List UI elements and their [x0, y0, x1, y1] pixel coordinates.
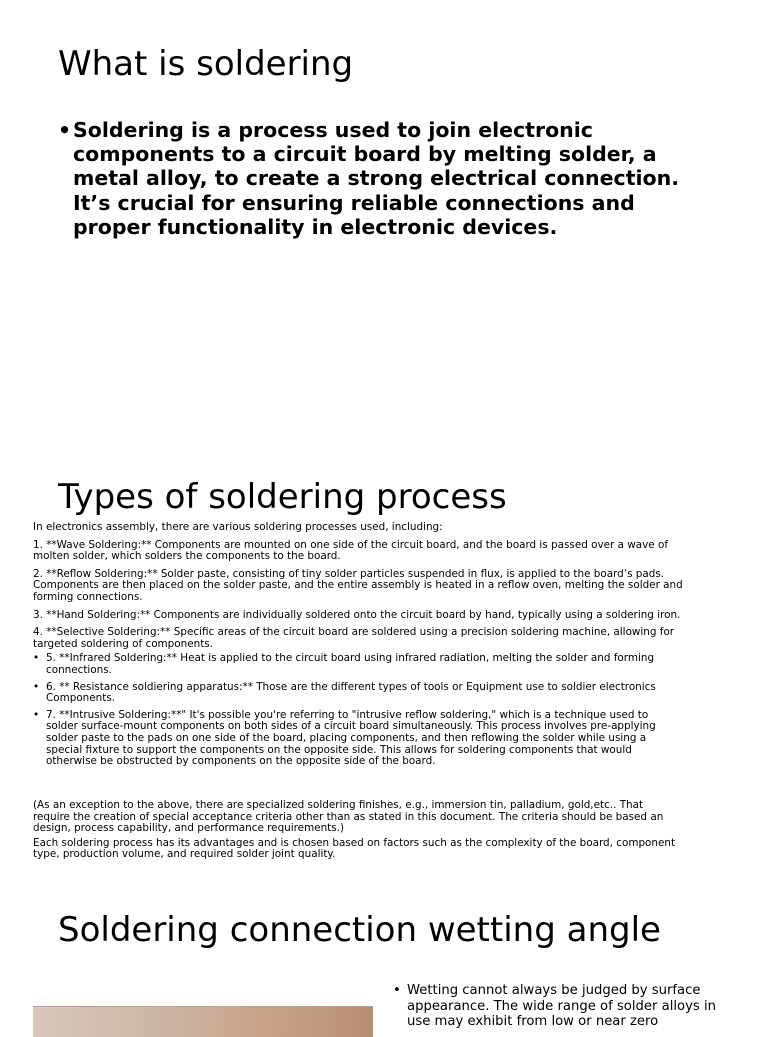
process-paragraph: 2. **Reflow Soldering:** Solder paste, consisting of tiny solder particles suspended in flux, is applied to the board’s pads. Components are then placed on the solder paste, and the entire assembly is heated in a reflow oven, melting the solder and forming connections. — [33, 567, 683, 603]
definition-text: Soldering is a process used to join electronic components to a circuit board by melting solder, a metal alloy, to create a strong electrical connection. It’s crucial for ensuring reliable connections and proper functionality in electronic devices. — [73, 118, 680, 239]
closing-paragraph: Each soldering process has its advantages and is chosen based on factors such as the complexity of the board, component type, production volume, and required solder joint quality. — [33, 836, 676, 861]
list-item — [33, 653, 683, 676]
process-paragraph: 3. **Hand Soldering:** Components are individually soldered onto the circuit board by hand, typically using a soldering iron. — [33, 608, 681, 621]
wetting-bullet — [393, 983, 723, 1030]
slide-title-types-of-soldering: Types of soldering process — [58, 477, 507, 517]
definition-bullet — [58, 118, 708, 239]
list-item — [33, 710, 683, 768]
wetting-text: Wetting cannot always be judged by surface appearance. The wide range of solder alloys in use may exhibit from low or near zero — [407, 983, 716, 1030]
intro-paragraph: In electronics assembly, there are various soldering processes used, including: — [33, 521, 443, 533]
bullet-dot: • — [58, 118, 72, 142]
bullet-dot: • — [33, 708, 40, 721]
exception-paragraph: (As an exception to the above, there are specialized soldering finishes, e.g., immersion tin, palladium, gold,etc.. That require the creation of special acceptance criteria other than as stated in this document. The criteria should be based an design, process capability, and performance requirements.) — [33, 799, 664, 835]
bullet-dot: • — [393, 983, 401, 998]
slide-title-wetting-angle: Soldering connection wetting angle — [58, 910, 661, 950]
bullet-dot: • — [33, 680, 40, 693]
process-bullet-list — [33, 653, 683, 767]
process-paragraph: 1. **Wave Soldering:** Components are mounted on one side of the circuit board, and the board is passed over a wave of molten solder, which solders the components to the board. — [33, 538, 668, 563]
soldering-types-body — [33, 522, 683, 773]
list-item-text: 5. **Infrared Soldering:** Heat is applied to the circuit board using infrared radiation, melting the solder and forming connections. — [46, 652, 655, 676]
wetting-angle-photo — [33, 1006, 373, 1037]
list-item — [33, 682, 683, 705]
process-paragraph: 4. **Selective Soldering:** Specific areas of the circuit board are soldered using a precision soldering machine, allowing for targeted soldering of components. — [33, 626, 675, 650]
bullet-dot: • — [33, 652, 40, 665]
list-item-text: 6. ** Resistance soldiering apparatus:** Those are the different types of tools or Equipment use to soldier electronics Components. — [46, 680, 656, 705]
slide-title-what-is-soldering: What is soldering — [58, 44, 354, 84]
list-item-text: 7. **Intrusive Soldering:**" It's possible you're referring to "intrusive reflow soldering," which is a technique used to solder surface-mount components on both sides of a circuit board simultaneously. This process involves pre-applying solder paste to the pads on one side of the board, placing components, and then reflowing the solder while using a special fixture to support the components on the opposite side. This allows for soldering components that would otherwise be obstructed by components on the opposite side of the board. — [46, 708, 656, 768]
soldering-types-footer — [33, 800, 683, 867]
